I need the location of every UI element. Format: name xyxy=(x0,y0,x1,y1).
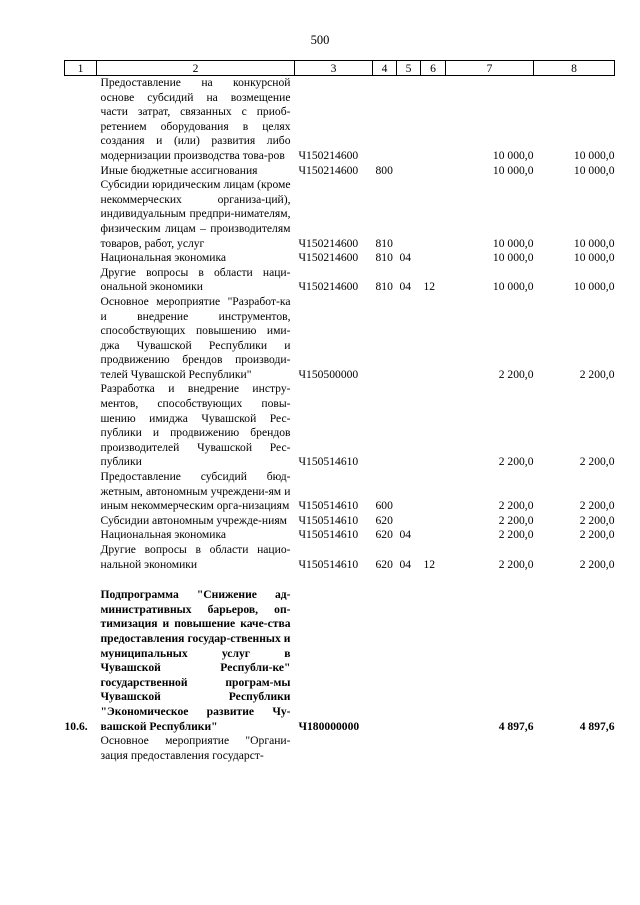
row-number: 10.6. xyxy=(64,719,88,733)
row-name: Другие вопросы в области наци-ональной экономики xyxy=(100,265,291,294)
amount-col-7: 2 200,0 xyxy=(498,557,534,571)
amount-col-8: 2 200,0 xyxy=(579,367,615,381)
table-row xyxy=(65,470,615,514)
row-name: Другие вопросы в области нацио-нальной экономики xyxy=(100,543,291,571)
column-header: 3 xyxy=(295,61,373,76)
table-row xyxy=(65,514,615,529)
table-row xyxy=(65,543,615,572)
column-header: 8 xyxy=(534,61,615,76)
section-code xyxy=(397,178,421,251)
amount-col-7: 4 897,6 xyxy=(498,719,534,733)
column-header: 4 xyxy=(373,61,397,76)
amount-col-8: 4 897,6 xyxy=(579,719,615,733)
amount-col-8: 2 200,0 xyxy=(579,455,615,469)
amount-col-8: 10 000,0 xyxy=(573,251,615,265)
row-name: Субсидии юридическим лицам (кроме некоммерческих организа-ций), индивидуальным предпри-нимателям, физическим лицам – производителям товаров, работ, услуг xyxy=(100,178,291,250)
amount-col-7 xyxy=(446,734,534,763)
table-row xyxy=(65,164,615,179)
section-code xyxy=(397,588,421,734)
section-code: 04 xyxy=(399,557,412,571)
expense-type: 810 xyxy=(375,236,393,250)
target-code: Ч150514610 xyxy=(298,499,359,513)
row-name: Основное мероприятие "Разработ-ка и внедрение инструментов, способствующих повышению ими-джа Чувашской Республики и продвижению брендов производи-телей Чувашской Республики" xyxy=(100,294,291,381)
amount-col-7: 2 200,0 xyxy=(498,513,534,527)
amount-col-8: 10 000,0 xyxy=(573,163,615,177)
amount-col-8: 2 200,0 xyxy=(579,557,615,571)
spacer-cell xyxy=(65,572,615,588)
table-row xyxy=(65,588,615,734)
section-code xyxy=(397,734,421,763)
table-row xyxy=(65,251,615,266)
subsection-code xyxy=(421,382,446,470)
amount-col-8: 10 000,0 xyxy=(573,280,615,294)
column-header: 7 xyxy=(446,61,534,76)
amount-col-7: 10 000,0 xyxy=(492,251,534,265)
expense-type xyxy=(373,588,397,734)
column-header: 6 xyxy=(421,61,446,76)
amount-col-7: 2 200,0 xyxy=(498,455,534,469)
table-row xyxy=(65,178,615,251)
target-code: Ч150514610 xyxy=(298,455,359,469)
section-code xyxy=(397,76,421,164)
subsection-code xyxy=(421,76,446,164)
section-code xyxy=(397,470,421,514)
section-code xyxy=(397,382,421,470)
subsection-code xyxy=(421,470,446,514)
subsection-code xyxy=(421,734,446,763)
table-row xyxy=(65,295,615,383)
row-name: Предоставление на конкурсной основе субсидий на возмещение части затрат, связанных с приоб-ретением оборудования в целях создания и (или) развития либо модернизации производства това-ров xyxy=(100,76,291,162)
table-row xyxy=(65,528,615,543)
column-number-header xyxy=(65,61,615,76)
budget-table xyxy=(64,60,615,763)
section-code: 04 xyxy=(399,528,412,542)
column-header: 2 xyxy=(97,61,295,76)
subsection-code xyxy=(421,251,446,266)
target-code: Ч150214600 xyxy=(298,236,359,250)
row-name: Иные бюджетные ассигнования xyxy=(100,163,258,177)
expense-type xyxy=(373,295,397,383)
row-name: Субсидии автономным учрежде-ниям xyxy=(100,513,287,527)
row-number xyxy=(65,251,97,266)
section-code xyxy=(397,164,421,179)
amount-col-8 xyxy=(534,734,615,763)
expense-type xyxy=(373,734,397,763)
page-number: 500 xyxy=(310,33,330,47)
row-number xyxy=(65,164,97,179)
spacer-row xyxy=(65,572,615,588)
expense-type: 620 xyxy=(375,528,393,542)
expense-type: 600 xyxy=(375,499,393,513)
expense-type: 620 xyxy=(375,557,393,571)
table-row xyxy=(65,734,615,763)
row-number xyxy=(65,295,97,383)
table-row xyxy=(65,382,615,470)
row-number xyxy=(65,76,97,164)
subsection-code: 12 xyxy=(423,280,436,294)
amount-col-7: 10 000,0 xyxy=(492,148,534,162)
table-row xyxy=(65,76,615,164)
expense-type xyxy=(373,382,397,470)
target-code: Ч150214600 xyxy=(298,251,359,265)
target-code: Ч180000000 xyxy=(298,719,360,733)
target-code: Ч150514610 xyxy=(298,528,359,542)
subsection-code xyxy=(421,178,446,251)
row-number xyxy=(65,470,97,514)
row-number xyxy=(65,266,97,295)
expense-type xyxy=(373,76,397,164)
amount-col-7: 10 000,0 xyxy=(492,236,534,250)
target-code: Ч150500000 xyxy=(298,367,359,381)
subsection-code: 12 xyxy=(423,557,436,571)
section-code: 04 xyxy=(399,251,412,265)
section-code: 04 xyxy=(399,280,412,294)
column-header: 1 xyxy=(65,61,97,76)
row-number xyxy=(65,734,97,763)
row-name: Подпрограмма "Снижение ад-министративных барьеров, оп-тимизация и повышение каче-ства предоставления государ-ственных и муниципальных услуг в Чувашской Республи-ке" государственной програм-мы Чувашской Республики "Экономическое развитие Чу-вашской Республики" xyxy=(100,588,291,733)
row-name: Национальная экономика xyxy=(100,528,227,542)
row-name: Национальная экономика xyxy=(100,251,227,265)
target-code: Ч150514610 xyxy=(298,557,359,571)
section-code xyxy=(397,295,421,383)
subsection-code xyxy=(421,514,446,529)
amount-col-8: 2 200,0 xyxy=(579,499,615,513)
subsection-code xyxy=(421,295,446,383)
expense-type: 800 xyxy=(375,163,393,177)
target-code: Ч150214600 xyxy=(298,148,359,162)
amount-col-8: 10 000,0 xyxy=(573,148,615,162)
expense-type: 620 xyxy=(375,513,393,527)
row-number xyxy=(65,528,97,543)
column-header: 5 xyxy=(397,61,421,76)
row-number xyxy=(65,178,97,251)
row-number xyxy=(65,514,97,529)
amount-col-8: 2 200,0 xyxy=(579,528,615,542)
subsection-code xyxy=(421,588,446,734)
expense-type: 810 xyxy=(375,280,393,294)
target-code: Ч150214600 xyxy=(298,163,359,177)
row-name: Предоставление субсидий бюд-жетным, автономным учреждени-ям и иным некоммерческим орга-низациям xyxy=(100,470,291,513)
target-code xyxy=(295,734,373,763)
row-name: Разработка и внедрение инстру-ментов, способствующих повы-шению имиджа Чувашской Рес-публики и продвижению брендов производителей Чувашской Рес-публики xyxy=(100,382,291,469)
table-row xyxy=(65,266,615,295)
amount-col-7: 2 200,0 xyxy=(498,528,534,542)
row-number xyxy=(65,543,97,572)
amount-col-7: 2 200,0 xyxy=(498,499,534,513)
row-name: Основное мероприятие "Органи-зация предоставления государст- xyxy=(100,734,291,762)
section-code xyxy=(397,514,421,529)
amount-col-7: 10 000,0 xyxy=(492,163,534,177)
row-number xyxy=(65,382,97,470)
expense-type: 810 xyxy=(375,251,393,265)
amount-col-7: 2 200,0 xyxy=(498,367,534,381)
subsection-code xyxy=(421,164,446,179)
amount-col-8: 2 200,0 xyxy=(579,513,615,527)
amount-col-8: 10 000,0 xyxy=(573,236,615,250)
amount-col-7: 10 000,0 xyxy=(492,280,534,294)
target-code: Ч150514610 xyxy=(298,513,359,527)
subsection-code xyxy=(421,528,446,543)
target-code: Ч150214600 xyxy=(298,280,359,294)
